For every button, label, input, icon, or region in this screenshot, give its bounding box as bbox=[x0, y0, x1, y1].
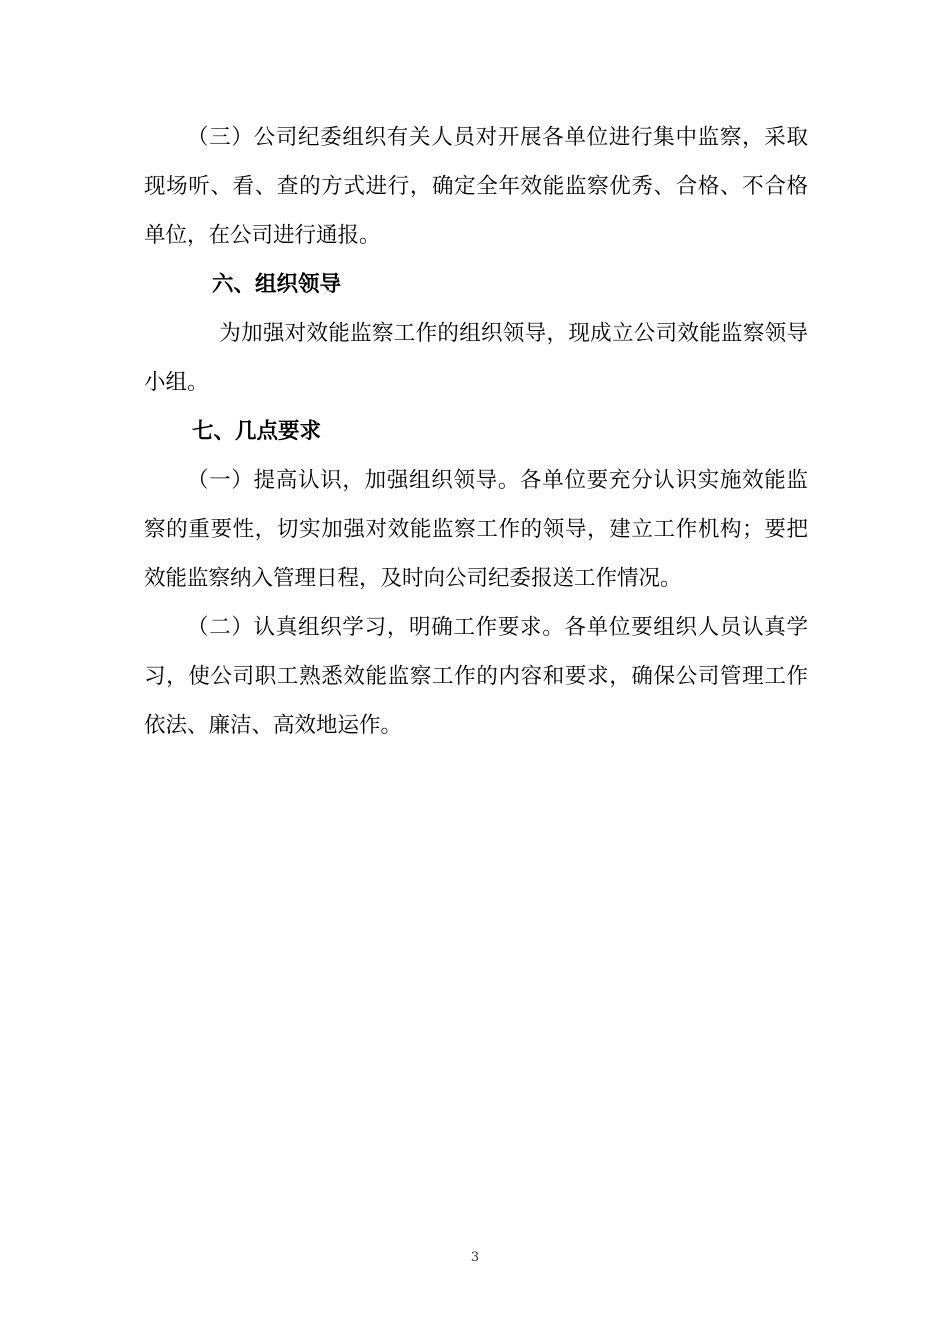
paragraph-leadership-group: 为加强对效能监察工作的组织领导，现成立公司效能监察领导小组。 bbox=[144, 321, 808, 395]
heading-requirements: 七、几点要求 bbox=[192, 419, 322, 444]
heading-organization-leadership: 六、组织领导 bbox=[212, 272, 342, 297]
paragraph-requirement-one: （一）提高认识，加强组织领导。各单位要充分认识实施效能监察的重要性，切实加强对效能监察工作的领导，建立工作机构；要把效能监察纳入管理日程，及时向公司纪委报送工作情况。 bbox=[144, 468, 808, 591]
page-number: 3 bbox=[470, 1250, 480, 1265]
paragraph-requirement-two: （二）认真组织学习，明确工作要求。各单位要组织人员认真学习，使公司职工熟悉效能监察工作的内容和要求，确保公司管理工作依法、廉洁、高效地运作。 bbox=[144, 615, 808, 738]
document-body bbox=[144, 113, 808, 750]
paragraph-section-three: （三）公司纪委组织有关人员对开展各单位进行集中监察，采取现场听、看、查的方式进行，确定全年效能监察优秀、合格、不合格单位，在公司进行通报。 bbox=[144, 125, 808, 248]
